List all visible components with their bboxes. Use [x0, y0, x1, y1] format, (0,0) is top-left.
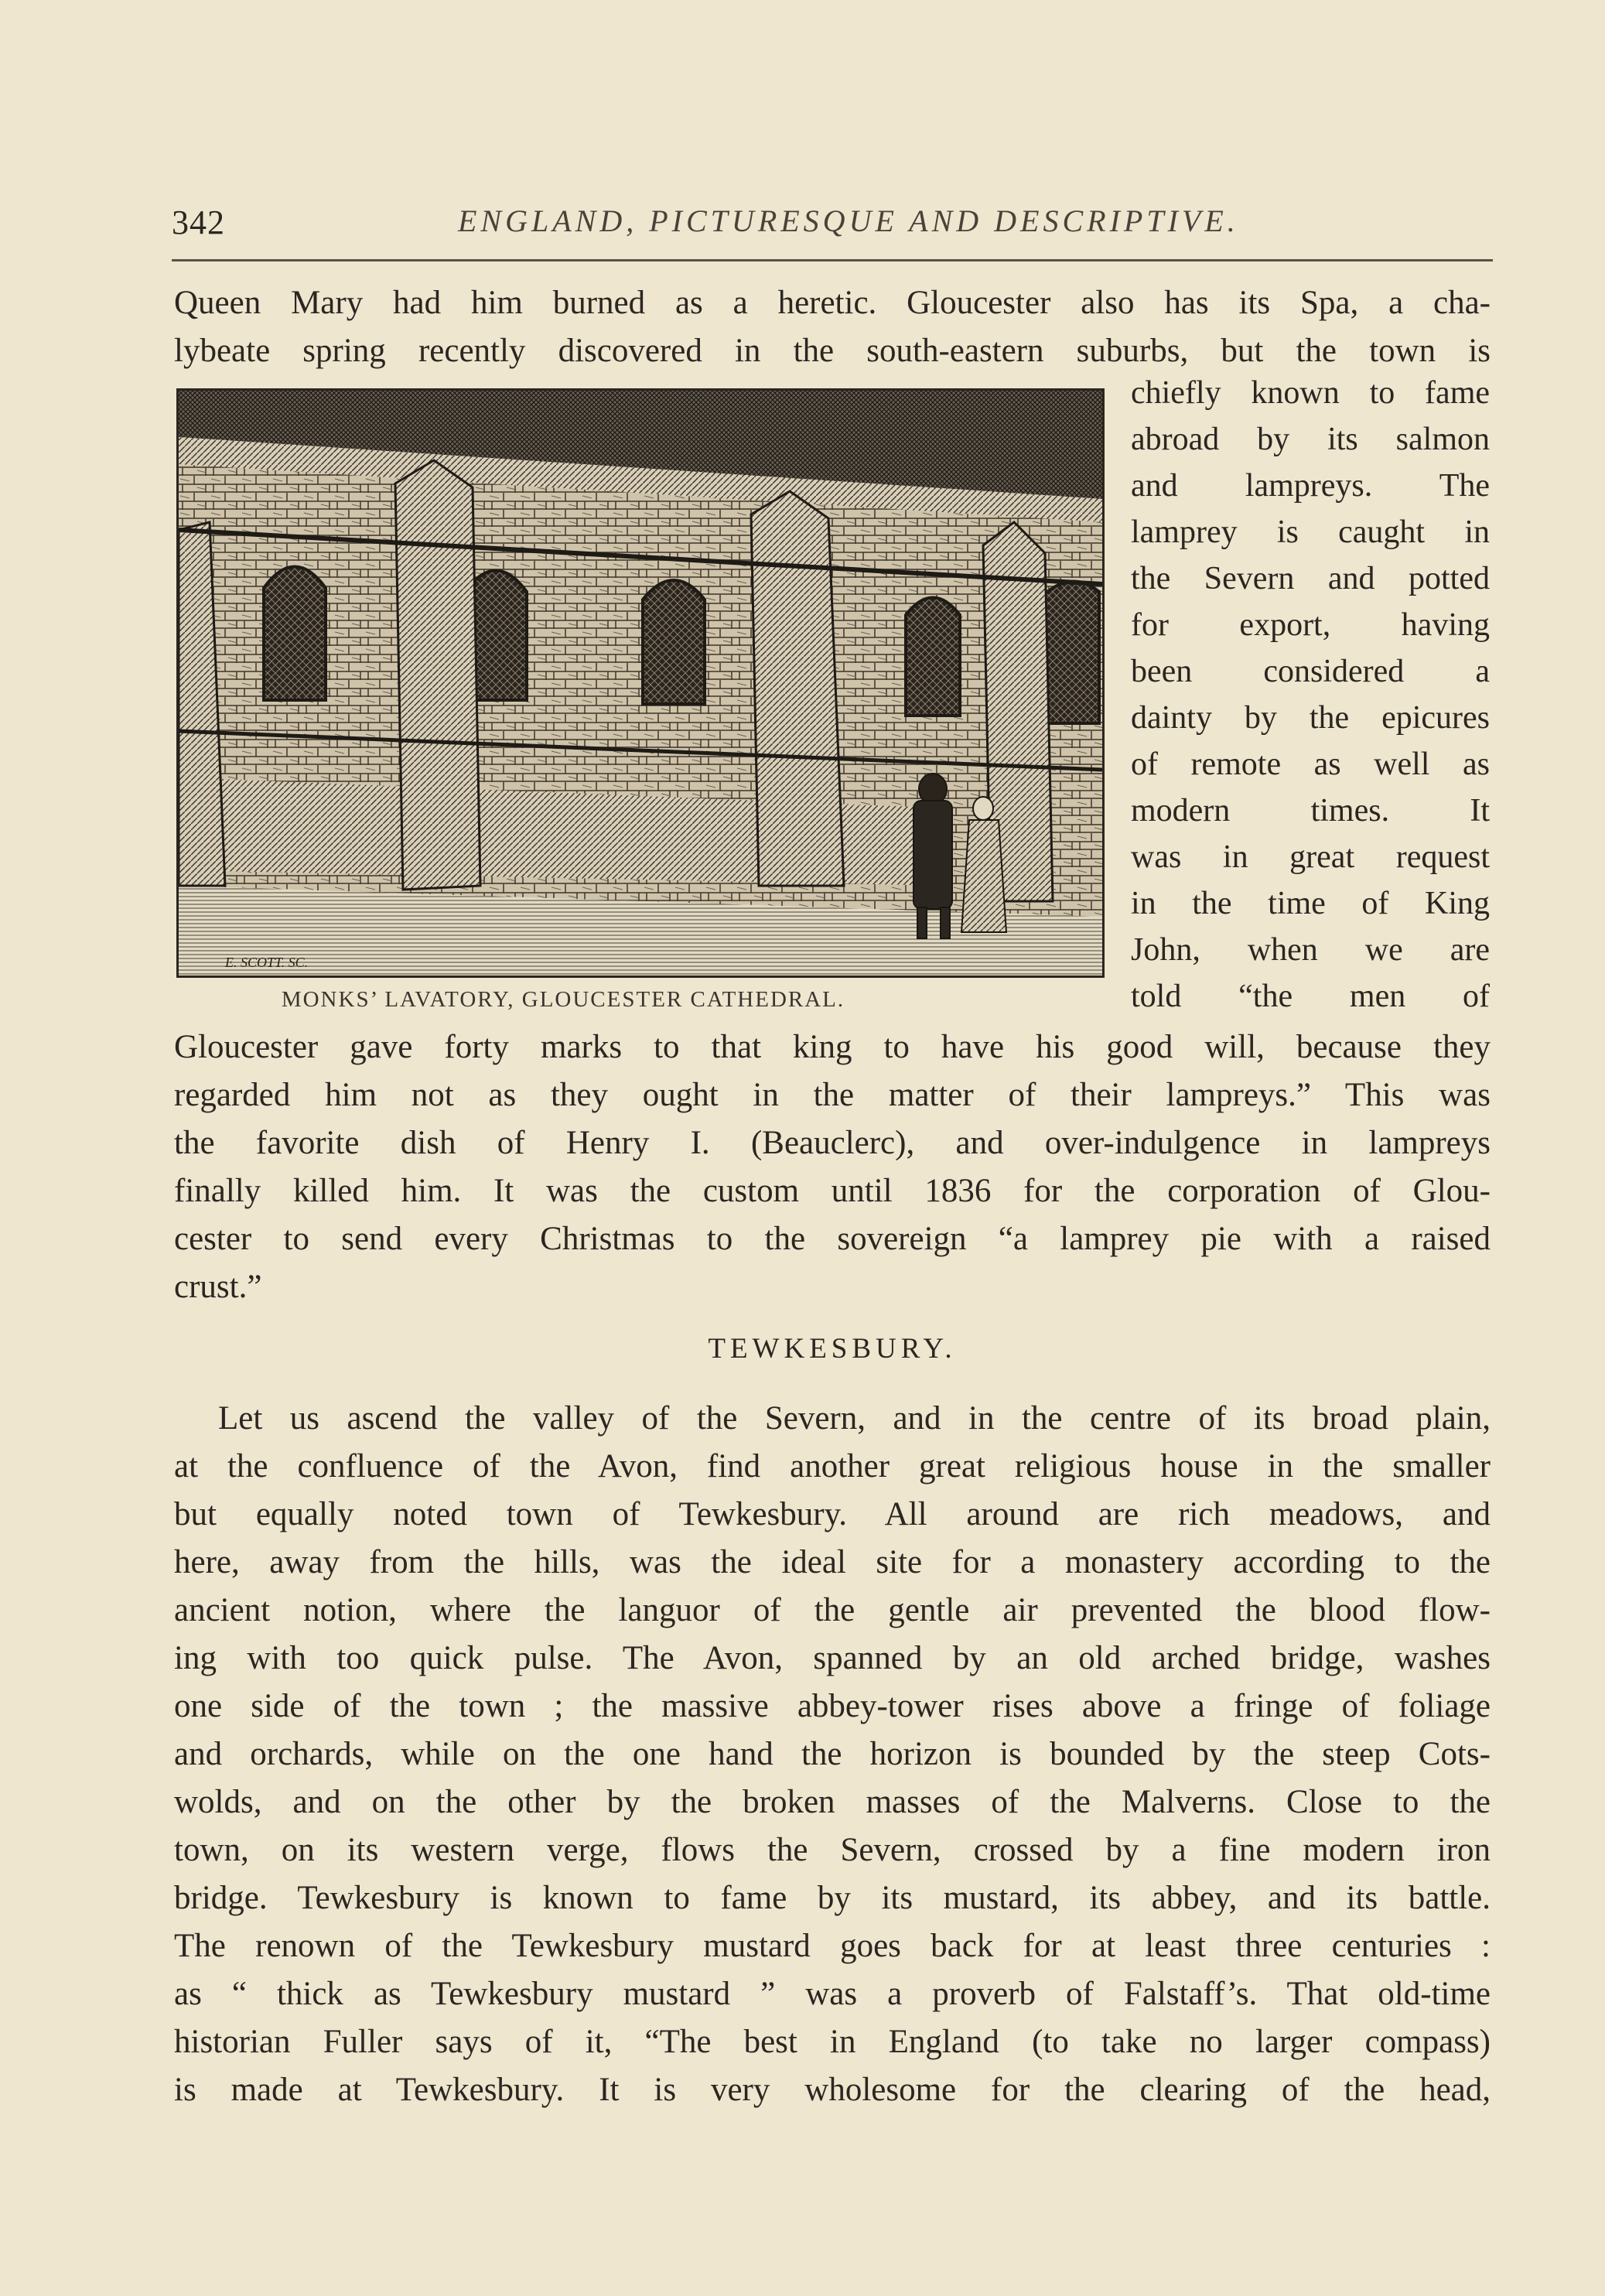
side-text-line: John, when we are [1131, 932, 1490, 968]
side-text-line: abroad by its salmon [1131, 422, 1490, 457]
engraving-illustration [176, 388, 1105, 978]
cloister-engraving [179, 391, 1102, 975]
text-line: but equally noted town of Tewkesbury. All around are rich meadows, and [174, 1496, 1491, 1532]
header-rule [172, 259, 1493, 261]
section-heading: TEWKESBURY. [708, 1333, 957, 1365]
text-line: ing with too quick pulse. The Avon, spanned by an old arched bridge, washes [174, 1640, 1491, 1676]
side-text-line: told “the men of [1131, 979, 1490, 1014]
text-line: as “ thick as Tewkesbury mustard ” was a proverb of Falstaff’s. That old-time [174, 1976, 1491, 2012]
text-line: one side of the town ; the massive abbey-tower rises above a fringe of foliage [174, 1688, 1491, 1724]
side-text-line: for export, having [1131, 607, 1490, 643]
side-text-line: of remote as well as [1131, 747, 1490, 782]
text-line: and orchards, while on the one hand the horizon is bounded by the steep Cots- [174, 1736, 1491, 1772]
text-line: town, on its western verge, flows the Severn, crossed by a fine modern iron [174, 1832, 1491, 1868]
running-head [172, 203, 1493, 257]
engraver-signature: E. SCOTT. SC. [225, 955, 309, 970]
running-title: ENGLAND, PICTURESQUE AND DESCRIPTIVE. [458, 203, 1239, 238]
text-line: finally killed him. It was the custom until 1836 for the corporation of Glou- [174, 1173, 1491, 1209]
text-line: Let us ascend the valley of the Severn, and in the centre of its broad plain, [218, 1400, 1491, 1437]
side-text-line: chiefly known to fame [1131, 375, 1490, 411]
side-text-line: lamprey is caught in [1131, 514, 1490, 550]
text-line: ancient notion, where the languor of the gentle air prevented the blood flow- [174, 1592, 1491, 1628]
text-line: lybeate spring recently discovered in the south-eastern suburbs, but the town is [174, 333, 1491, 369]
side-text-line: modern times. It [1131, 793, 1490, 829]
text-line: at the confluence of the Avon, find another great religious house in the smaller [174, 1448, 1491, 1485]
text-line: bridge. Tewkesbury is known to fame by its mustard, its abbey, and its battle. [174, 1880, 1491, 1916]
side-text-line: dainty by the epicures [1131, 700, 1490, 736]
side-text-line: was in great request [1131, 839, 1490, 875]
figure-caption: MONKS’ LAVATORY, GLOUCESTER CATHEDRAL. [281, 987, 845, 1012]
text-line: crust.” [174, 1269, 262, 1305]
text-line: Gloucester gave forty marks to that king to have his good will, because they [174, 1029, 1491, 1065]
text-line: cester to send every Christmas to the sovereign “a lamprey pie with a raised [174, 1221, 1491, 1257]
side-text-line: and lampreys. The [1131, 468, 1490, 504]
text-line: regarded him not as they ought in the matter of their lampreys.” This was [174, 1077, 1491, 1113]
text-line: wolds, and on the other by the broken masses of the Malverns. Close to the [174, 1784, 1491, 1820]
text-line: here, away from the hills, was the ideal site for a monastery according to the [174, 1544, 1491, 1580]
text-line: historian Fuller says of it, “The best in England (to take no larger compass) [174, 2024, 1491, 2060]
text-line: the favorite dish of Henry I. (Beauclerc), and over-indulgence in lampreys [174, 1125, 1491, 1161]
side-text-line: been considered a [1131, 654, 1490, 689]
side-text-line: in the time of King [1131, 886, 1490, 921]
text-line: Queen Mary had him burned as a heretic. Gloucester also has its Spa, a cha- [174, 285, 1491, 321]
page-number: 342 [172, 203, 225, 241]
side-text-line: the Severn and potted [1131, 561, 1490, 596]
text-line: is made at Tewkesbury. It is very wholesome for the clearing of the head, [174, 2072, 1491, 2108]
text-line: The renown of the Tewkesbury mustard goes back for at least three centuries : [174, 1928, 1491, 1964]
